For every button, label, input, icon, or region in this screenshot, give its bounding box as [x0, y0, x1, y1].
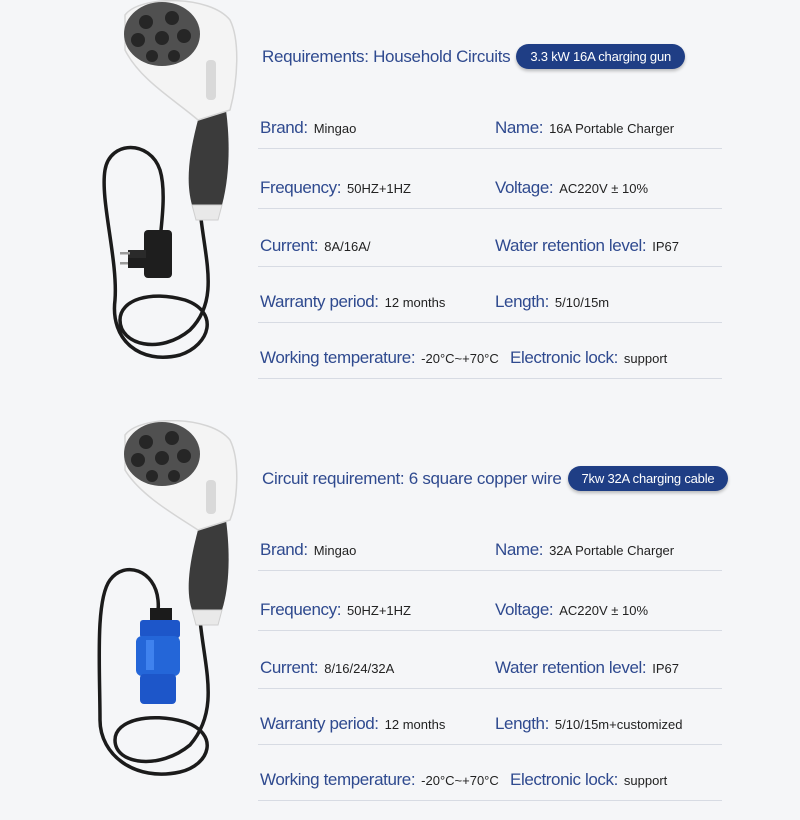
product-section-16a — [0, 0, 800, 400]
spec-label: Voltage: — [495, 600, 554, 619]
spec-value: AC220V ± 10% — [559, 181, 649, 196]
requirement-text: Circuit requirement: 6 square copper wire — [262, 468, 562, 488]
spec-label: Brand: — [260, 118, 308, 137]
requirement-text: Requirements: Household Circuits — [262, 46, 511, 66]
spec-value: Mingao — [313, 543, 357, 558]
ev-charger-32a-image — [80, 420, 260, 800]
spec-value: IP67 — [652, 661, 679, 676]
spec-label: Brand: — [260, 540, 308, 559]
spec-value: 5/10/15m+customized — [554, 717, 683, 732]
charging-gun-icon — [80, 420, 260, 800]
ev-charger-16a-image — [80, 0, 260, 380]
requirement-header — [262, 466, 728, 491]
spec-value: support — [623, 351, 668, 366]
spec-label: Water retention level: — [495, 236, 647, 255]
spec-value: -20°C~+70°C — [421, 351, 499, 366]
spec-value: 32A Portable Charger — [549, 543, 675, 558]
spec-label: Length: — [495, 714, 549, 733]
spec-value: 12 months — [384, 295, 446, 310]
charger-type-badge: 3.3 kW 16A charging gun — [516, 44, 685, 69]
spec-label: Current: — [260, 236, 319, 255]
spec-label: Current: — [260, 658, 319, 677]
spec-value: IP67 — [652, 239, 679, 254]
spec-value: 8A/16A/ — [324, 239, 371, 254]
spec-label: Frequency: — [260, 178, 342, 197]
charging-gun-icon — [80, 0, 260, 380]
spec-label: Name: — [495, 540, 544, 559]
spec-row — [258, 648, 722, 689]
spec-row — [258, 590, 722, 631]
spec-row — [258, 760, 722, 801]
spec-value: 50HZ+1HZ — [347, 181, 411, 196]
spec-label: Name: — [495, 118, 544, 137]
spec-label: Voltage: — [495, 178, 554, 197]
spec-label: Water retention level: — [495, 658, 647, 677]
spec-value: 16A Portable Charger — [549, 121, 675, 136]
spec-label: Frequency: — [260, 600, 342, 619]
spec-value: 12 months — [384, 717, 446, 732]
spec-row — [258, 226, 722, 267]
spec-value: Mingao — [313, 121, 357, 136]
spec-row — [258, 338, 722, 379]
spec-label: Warranty period: — [260, 714, 379, 733]
spec-row — [258, 282, 722, 323]
spec-label: Electronic lock: — [510, 348, 618, 367]
spec-label: Working temperature: — [260, 348, 416, 367]
spec-value: support — [623, 773, 668, 788]
spec-value: 5/10/15m — [554, 295, 610, 310]
schuko-plug-icon — [120, 230, 172, 278]
spec-label: Warranty period: — [260, 292, 379, 311]
spec-row — [258, 108, 722, 149]
charger-type-badge: 7kw 32A charging cable — [568, 466, 729, 491]
cee-industrial-plug-icon — [136, 608, 180, 704]
spec-label: Length: — [495, 292, 549, 311]
product-section-32a — [0, 420, 800, 820]
spec-value: 8/16/24/32A — [324, 661, 395, 676]
spec-row — [258, 704, 722, 745]
spec-value: AC220V ± 10% — [559, 603, 649, 618]
spec-label: Electronic lock: — [510, 770, 618, 789]
spec-value: -20°C~+70°C — [421, 773, 499, 788]
spec-value: 50HZ+1HZ — [347, 603, 411, 618]
requirement-header — [262, 44, 685, 69]
spec-row — [258, 168, 722, 209]
spec-label: Working temperature: — [260, 770, 416, 789]
spec-row — [258, 530, 722, 571]
